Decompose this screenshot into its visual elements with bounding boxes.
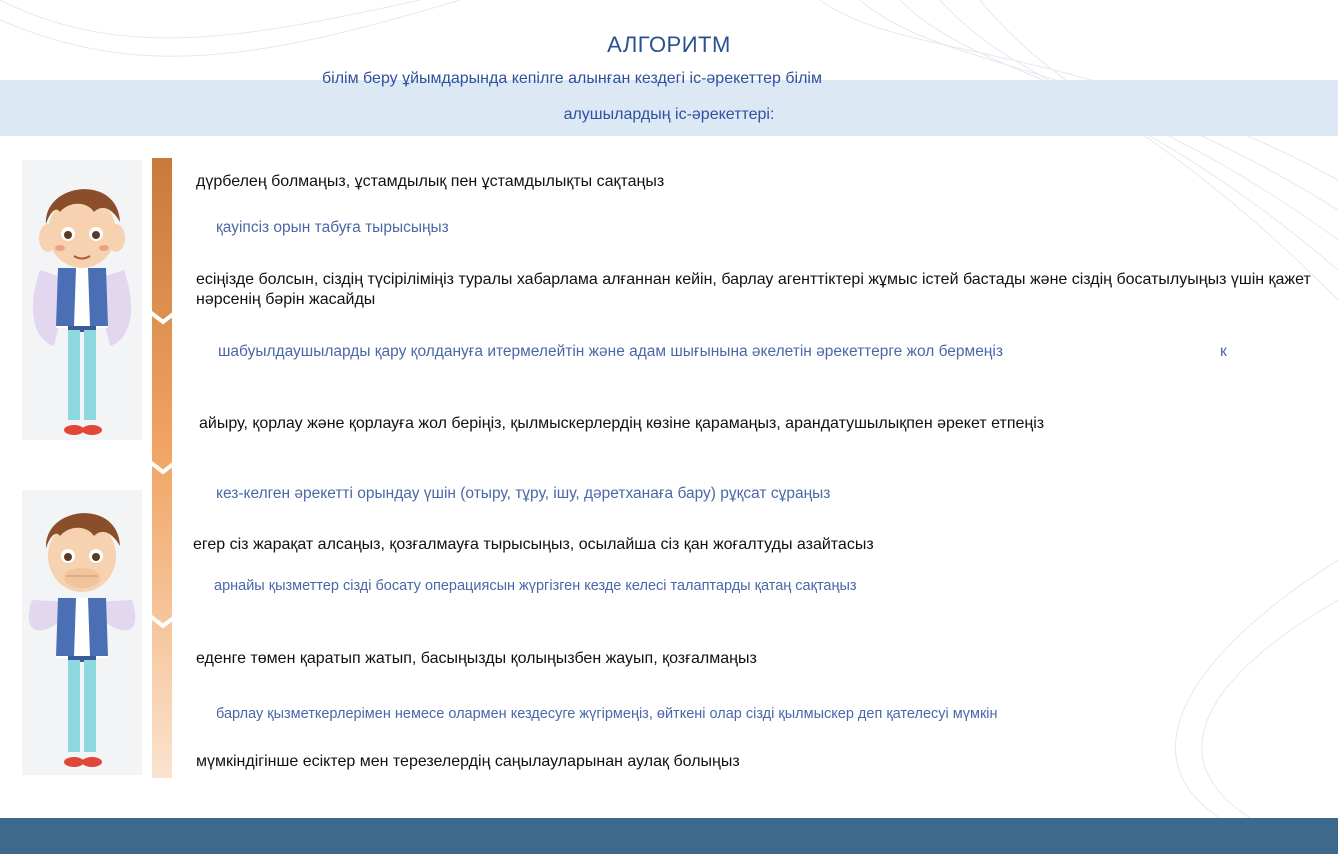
stray-character: к xyxy=(1220,343,1227,360)
step-9: еденге төмен қаратып жатып, басыңызды қолыңызбен жауып, қозғалмаңыз xyxy=(196,650,757,667)
subtitle-line-1: білім беру ұйымдарында кепілге алынған кездегі іс-әрекеттер білім xyxy=(322,70,822,87)
step-6: кез-келген әрекетті орындау үшін (отыру, тұру, ішу, дәретханаға бару) рұқсат сұраңыз xyxy=(216,485,831,502)
step-5: айыру, қорлау және қорлауға жол беріңіз, қылмыскерлердің көзіне қарамаңыз, арандатушылықпен әрекет етпеңіз xyxy=(199,415,1045,432)
step-2: қауіпсіз орын табуға тырысыңыз xyxy=(216,219,449,236)
step-7: егер сіз жарақат алсаңыз, қозғалмауға тырысыңыз, осылайша сіз қан жоғалтуды азайтасыз xyxy=(193,536,874,553)
step-4: шабуылдаушыларды қару қолдануға итермелейтін және адам шығынына әкелетін әрекеттерге жол бермеңіз xyxy=(218,343,1003,360)
step-8: арнайы қызметтер сізді босату операциясын жүргізген кезде келесі талаптарды қатаң сақтаңыз xyxy=(214,578,857,594)
boy-covering-ears-icon xyxy=(22,160,142,440)
step-11: мүмкіндігінше есіктер мен терезелердің саңылауларынан аулақ болыңыз xyxy=(196,753,740,770)
page-title: АЛГОРИТМ xyxy=(607,32,731,57)
step-1: дүрбелең болмаңыз, ұстамдылық пен ұстамдылықты сақтаңыз xyxy=(196,173,665,190)
step-3: есіңізде болсын, сіздің түсіріліміңіз туралы хабарлама алғаннан кейін, барлау агенттіктері жұмыс істей бастады және сіздің босатылуыңыз үшін қажет нәрсенің бәрін жасайды xyxy=(196,271,1311,308)
boy-covering-mouth-icon xyxy=(22,490,142,775)
subtitle-line-2: алушылардың іс-әрекеттері: xyxy=(563,106,775,123)
timeline-bar xyxy=(150,158,176,778)
footer-bar xyxy=(0,818,1338,854)
step-10: барлау қызметкерлерімен немесе олармен кездесуге жүгірмеңіз, өйткені олар сізді қылмыскер деп қателесуі мүмкін xyxy=(216,706,998,722)
